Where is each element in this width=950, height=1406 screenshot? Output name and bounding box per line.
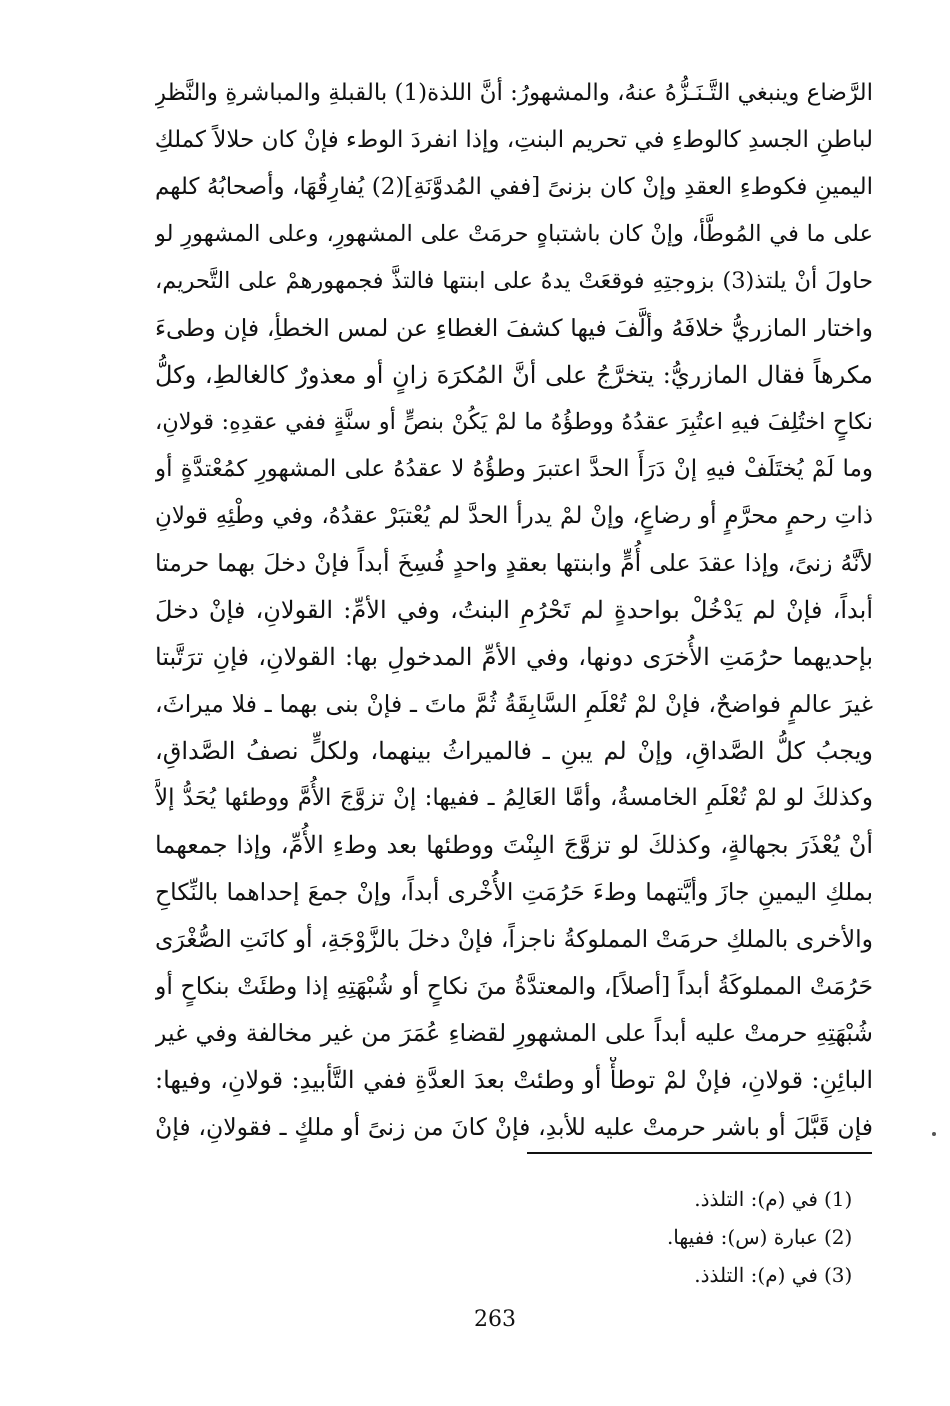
- footnote-2-number: (2): [824, 1225, 853, 1249]
- footnote-2-text: عبارة (س): ففيها.: [666, 1225, 818, 1249]
- body-line-2: لباطنِ الجسدِ كالوطءِ في تحريم البنتِ، وإذا انفردَ الوطء فإنْ كان حلالاً كملكِ: [155, 127, 873, 153]
- footnote-separator: [527, 1152, 872, 1154]
- body-line-4: على ما في المُوطَّأ، وإنْ كان باشتباهٍ حرمَتْ على المشهورِ، وعلى المشهورِ لو: [155, 221, 873, 247]
- body-line-5: حاولَ أنْ يلتذ(3) بزوجتِهِ فوقعَتْ يدهُ على ابنتها فالتذَّ فجمهورهمْ على التَّحريم،: [155, 268, 873, 294]
- body-line-12: أبداً، فإنْ لم يَدْخُلْ بواحدةٍ لم تَحْرُمِ البنتُ، وفي الأمِّ: القولانِ، فإنْ دخلَ: [155, 596, 873, 624]
- body-line-23: فإن قَبَّلَ أو باشر حرمتْ عليه للأبدِ، فإنْ كانَ من زنىً أو ملكٍ ـ فقولانِ، فإنْ: [155, 1113, 873, 1141]
- body-line-8: نكاحٍ اختُلِفَ فيهِ اعتُبِرَ عقدُهُ ووطؤُهُ ما لمْ يَكُنْ بنصٍّ أو سنَّةٍ ففي عقدِهِ: قولانِ،: [155, 409, 873, 435]
- body-line-15: ويجبُ كلُّ الصَّداقِ، وإنْ لم يبنِ ـ فالميراثُ بينهما، ولكلٍّ نصفُ الصَّداقِ،: [155, 737, 873, 765]
- body-line-9: وما لَمْ يُختَلَفْ فيهِ إنْ دَرَأَ الحدَّ اعتبرَ وطؤُهُ لا عقدُهُ على المشهورِ كمُعْتدَّةٍ أو: [155, 456, 873, 482]
- page-number: 263: [474, 1307, 516, 1332]
- footnote-3: [362, 1256, 862, 1294]
- body-line-7: مكرهاً فقال المازريُّ: يتخرَّجُ على أنَّ المُكرَهَ زانٍ أو معذورٌ كالغالطِ، وكلُّ: [155, 361, 873, 389]
- body-line-13: بإحديهما حرُمَتِ الأُخرَى دونها، وفي الأمِّ المدخولِ بها: القولانِ، فإنِ ترَتَّبتا: [155, 643, 873, 671]
- body-line-6: واختار المازريُّ خلافَهُ وألَّفَ فيها كشفَ الغطاءِ عن لمس الخطأِ، فإن وطىءَ: [155, 314, 873, 342]
- body-line-1: الرَّضاع وينبغي التَّـنَـزُّهُ عنهُ، والمشهورُ: أنَّ اللذة(1) بالقبلةِ والمباشرةِ والنَّظرِ: [155, 80, 873, 106]
- footnote-1: [362, 1180, 862, 1218]
- main-body-text: [155, 70, 873, 1151]
- body-line-17: أنْ يُعْذَرَ بجهالةٍ، وكذلكَ لو تزوَّجَ البِنْتَ ووطئها بعد وطءِ الأُمِّ، وإذا جمعهما: [155, 831, 873, 859]
- body-line-22: البائِنِ: قولانِ، فإنْ لمْ توطأْ أو وطئتْ بعدَ العدَّةِ ففي التَّأبيدِ: قولانِ، وفيها:: [155, 1066, 873, 1094]
- body-line-14: غيرَ عالمٍ فواضحٌ، فإنْ لمْ تُعْلَمِ السَّابِقَةُ ثُمَّ ماتَ ـ فإنْ بنى بهما ـ فلا ميراثَ،: [155, 690, 873, 718]
- footnote-2: [362, 1218, 862, 1256]
- body-line-11: لأنَّهُ زنىً، وإذا عقدَ على أُمٍّ وابنتها بعقدٍ واحدٍ فُسِخَ أبداً فإنْ دخلَ بهما حرمتا: [155, 549, 873, 577]
- body-line-18: بملكِ اليمينِ جازَ وأيَّتهما وطءَ حَرُمَتِ الأُخْرى أبداً، وإنْ جمعَ إحداهما بالنِّكاحِ: [155, 878, 873, 906]
- body-line-3: اليمينِ فكوطءِ العقدِ وإنْ كان بزنىً [ففي المُدوَّنَةِ](2) يُفارِقُهَا، وأصحابُهُ كلهم: [155, 174, 873, 200]
- footnote-1-number: (1): [824, 1187, 853, 1211]
- body-line-16: وكذلكَ لو لمْ تُعْلَمِ الخامسةُ، وأمَّا العَالِمُ ـ ففيها: إنْ تزوَّجَ الأُمَّ ووطئها يُحَدُّ إلاَّ: [155, 785, 873, 811]
- scan-dot-mark: [932, 1132, 936, 1136]
- body-line-21: شُبْهَتِهِ حرمتْ عليه أبداً على المشهورِ لقضاءِ عُمَرَ من غير مخالفة وفي غير: [155, 1019, 873, 1047]
- footnote-3-number: (3): [824, 1263, 853, 1287]
- body-line-20: حَرُمَتْ المملوكَةُ أبداً [أصلاً]، والمعتدَّةُ منَ نكاحٍ أو شُبْهَتِهِ إذا وطئَتْ بنكاحٍ أو: [155, 972, 873, 1000]
- footnote-3-text: في (م): التلذذ.: [694, 1263, 818, 1287]
- body-line-19: والأخرى بالملكِ حرمَتْ المملوكةُ ناجزاً، فإنْ دخلَ بالزَّوْجَةِ، أو كانَتِ الصُّغْرَى: [155, 925, 873, 953]
- footnote-1-text: في (م): التلذذ.: [694, 1187, 818, 1211]
- body-line-10: ذاتِ رحمٍ محرَّمٍ أو رضاعٍ، وإنْ لمْ يدرأ الحدَّ لم يُعْتبَرْ عقدُهُ، وفي وطْئِهِ قولانِ: [155, 503, 873, 529]
- footnotes: [362, 1180, 862, 1294]
